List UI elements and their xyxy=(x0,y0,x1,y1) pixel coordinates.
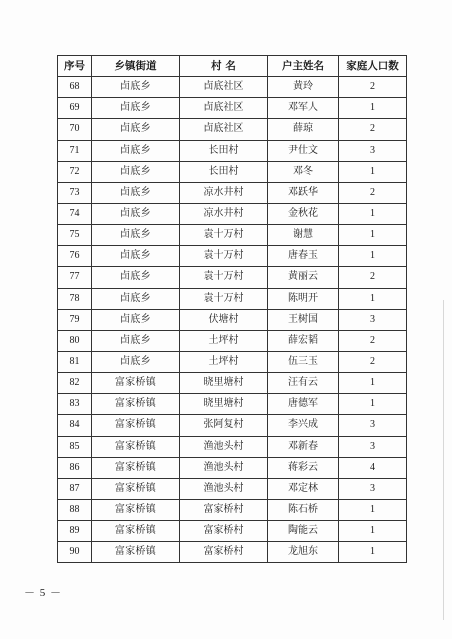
table-row xyxy=(58,478,407,499)
table-row xyxy=(58,499,407,520)
table-row xyxy=(58,140,407,161)
cell-village: 袁十万村 xyxy=(180,225,268,246)
cell-index: 75 xyxy=(58,225,92,246)
cell-town: 卣底乡 xyxy=(92,267,180,288)
cell-town: 卣底乡 xyxy=(92,351,180,372)
cell-village: 卣底社区 xyxy=(180,119,268,140)
header-town: 乡镇街道 xyxy=(92,56,180,77)
cell-householder: 薛宏韬 xyxy=(268,330,339,351)
header-householder: 户主姓名 xyxy=(268,56,339,77)
cell-town: 卣底乡 xyxy=(92,182,180,203)
table-row xyxy=(58,521,407,542)
header-family-size: 家庭人口数 xyxy=(339,56,407,77)
cell-index: 88 xyxy=(58,499,92,520)
cell-householder: 蒋彩云 xyxy=(268,457,339,478)
cell-village: 卣底社区 xyxy=(180,98,268,119)
cell-householder: 王树国 xyxy=(268,309,339,330)
cell-town: 富家桥镇 xyxy=(92,457,180,478)
cell-index: 72 xyxy=(58,161,92,182)
cell-index: 82 xyxy=(58,373,92,394)
cell-index: 76 xyxy=(58,246,92,267)
cell-count: 3 xyxy=(339,309,407,330)
table-row xyxy=(58,457,407,478)
table-row xyxy=(58,77,407,98)
cell-town: 卣底乡 xyxy=(92,288,180,309)
table-row xyxy=(58,161,407,182)
cell-count: 4 xyxy=(339,457,407,478)
cell-householder: 陈明开 xyxy=(268,288,339,309)
cell-householder: 陶能云 xyxy=(268,521,339,542)
cell-town: 富家桥镇 xyxy=(92,373,180,394)
table-row xyxy=(58,267,407,288)
cell-index: 73 xyxy=(58,182,92,203)
table-row xyxy=(58,98,407,119)
cell-town: 卣底乡 xyxy=(92,225,180,246)
cell-index: 70 xyxy=(58,119,92,140)
cell-town: 卣底乡 xyxy=(92,309,180,330)
table-row xyxy=(58,309,407,330)
cell-index: 83 xyxy=(58,394,92,415)
table-row xyxy=(58,373,407,394)
cell-count: 1 xyxy=(339,161,407,182)
cell-village: 土坪村 xyxy=(180,330,268,351)
scan-edge-line xyxy=(443,300,444,620)
cell-householder: 伍三玉 xyxy=(268,351,339,372)
header-index: 序号 xyxy=(58,56,92,77)
cell-householder: 黄玲 xyxy=(268,77,339,98)
cell-count: 1 xyxy=(339,98,407,119)
cell-index: 90 xyxy=(58,542,92,563)
cell-village: 袁十万村 xyxy=(180,288,268,309)
cell-householder: 邓冬 xyxy=(268,161,339,182)
cell-index: 80 xyxy=(58,330,92,351)
cell-town: 富家桥镇 xyxy=(92,394,180,415)
cell-count: 3 xyxy=(339,478,407,499)
table-row xyxy=(58,246,407,267)
table-body xyxy=(58,77,407,563)
cell-town: 卣底乡 xyxy=(92,330,180,351)
cell-householder: 李兴成 xyxy=(268,415,339,436)
cell-village: 富家桥村 xyxy=(180,521,268,542)
cell-town: 富家桥镇 xyxy=(92,415,180,436)
cell-householder: 汪有云 xyxy=(268,373,339,394)
cell-village: 晓里塘村 xyxy=(180,394,268,415)
cell-householder: 唐德军 xyxy=(268,394,339,415)
cell-town: 卣底乡 xyxy=(92,119,180,140)
cell-village: 卣底社区 xyxy=(180,77,268,98)
cell-count: 2 xyxy=(339,182,407,203)
cell-count: 1 xyxy=(339,373,407,394)
cell-householder: 尹仕文 xyxy=(268,140,339,161)
cell-index: 84 xyxy=(58,415,92,436)
cell-village: 凉水井村 xyxy=(180,203,268,224)
table-row xyxy=(58,415,407,436)
cell-count: 2 xyxy=(339,351,407,372)
cell-village: 张阿复村 xyxy=(180,415,268,436)
cell-count: 2 xyxy=(339,77,407,98)
table-row xyxy=(58,394,407,415)
cell-town: 卣底乡 xyxy=(92,140,180,161)
table-row xyxy=(58,225,407,246)
table-header-row xyxy=(58,56,407,77)
cell-count: 1 xyxy=(339,542,407,563)
cell-count: 2 xyxy=(339,330,407,351)
cell-town: 卣底乡 xyxy=(92,246,180,267)
cell-householder: 黄丽云 xyxy=(268,267,339,288)
cell-town: 卣底乡 xyxy=(92,77,180,98)
cell-town: 富家桥镇 xyxy=(92,478,180,499)
table-row xyxy=(58,182,407,203)
cell-village: 袁十万村 xyxy=(180,267,268,288)
cell-village: 渔池头村 xyxy=(180,478,268,499)
cell-index: 68 xyxy=(58,77,92,98)
table-row xyxy=(58,288,407,309)
table-row xyxy=(58,203,407,224)
cell-town: 卣底乡 xyxy=(92,161,180,182)
cell-village: 晓里塘村 xyxy=(180,373,268,394)
cell-village: 凉水井村 xyxy=(180,182,268,203)
cell-index: 86 xyxy=(58,457,92,478)
cell-count: 3 xyxy=(339,436,407,457)
cell-count: 2 xyxy=(339,267,407,288)
cell-index: 81 xyxy=(58,351,92,372)
cell-count: 2 xyxy=(339,119,407,140)
cell-householder: 谢慧 xyxy=(268,225,339,246)
cell-index: 89 xyxy=(58,521,92,542)
page-number: － 5 － xyxy=(24,587,62,599)
cell-village: 土坪村 xyxy=(180,351,268,372)
cell-count: 1 xyxy=(339,288,407,309)
cell-householder: 金秋花 xyxy=(268,203,339,224)
cell-index: 78 xyxy=(58,288,92,309)
cell-householder: 薛琼 xyxy=(268,119,339,140)
cell-town: 富家桥镇 xyxy=(92,521,180,542)
cell-count: 1 xyxy=(339,246,407,267)
cell-householder: 邓跃华 xyxy=(268,182,339,203)
cell-village: 袁十万村 xyxy=(180,246,268,267)
cell-householder: 唐春玉 xyxy=(268,246,339,267)
cell-index: 71 xyxy=(58,140,92,161)
cell-town: 富家桥镇 xyxy=(92,499,180,520)
household-table xyxy=(57,55,407,563)
cell-village: 伏塘村 xyxy=(180,309,268,330)
cell-village: 长田村 xyxy=(180,161,268,182)
cell-index: 69 xyxy=(58,98,92,119)
cell-count: 1 xyxy=(339,521,407,542)
cell-count: 3 xyxy=(339,140,407,161)
cell-index: 79 xyxy=(58,309,92,330)
cell-town: 富家桥镇 xyxy=(92,542,180,563)
cell-householder: 邓军人 xyxy=(268,98,339,119)
table-row xyxy=(58,119,407,140)
cell-count: 1 xyxy=(339,394,407,415)
header-village: 村 名 xyxy=(180,56,268,77)
cell-village: 渔池头村 xyxy=(180,457,268,478)
cell-town: 卣底乡 xyxy=(92,203,180,224)
cell-town: 卣底乡 xyxy=(92,98,180,119)
table-row xyxy=(58,542,407,563)
cell-village: 富家桥村 xyxy=(180,542,268,563)
table-row xyxy=(58,351,407,372)
cell-index: 77 xyxy=(58,267,92,288)
cell-count: 1 xyxy=(339,499,407,520)
cell-count: 3 xyxy=(339,415,407,436)
cell-village: 渔池头村 xyxy=(180,436,268,457)
cell-householder: 邓定林 xyxy=(268,478,339,499)
cell-town: 富家桥镇 xyxy=(92,436,180,457)
cell-village: 长田村 xyxy=(180,140,268,161)
table-row xyxy=(58,330,407,351)
cell-householder: 邓新春 xyxy=(268,436,339,457)
cell-index: 74 xyxy=(58,203,92,224)
cell-index: 87 xyxy=(58,478,92,499)
cell-householder: 龙旭东 xyxy=(268,542,339,563)
cell-village: 富家桥村 xyxy=(180,499,268,520)
cell-count: 1 xyxy=(339,225,407,246)
table-row xyxy=(58,436,407,457)
cell-index: 85 xyxy=(58,436,92,457)
cell-householder: 陈石桥 xyxy=(268,499,339,520)
cell-count: 1 xyxy=(339,203,407,224)
